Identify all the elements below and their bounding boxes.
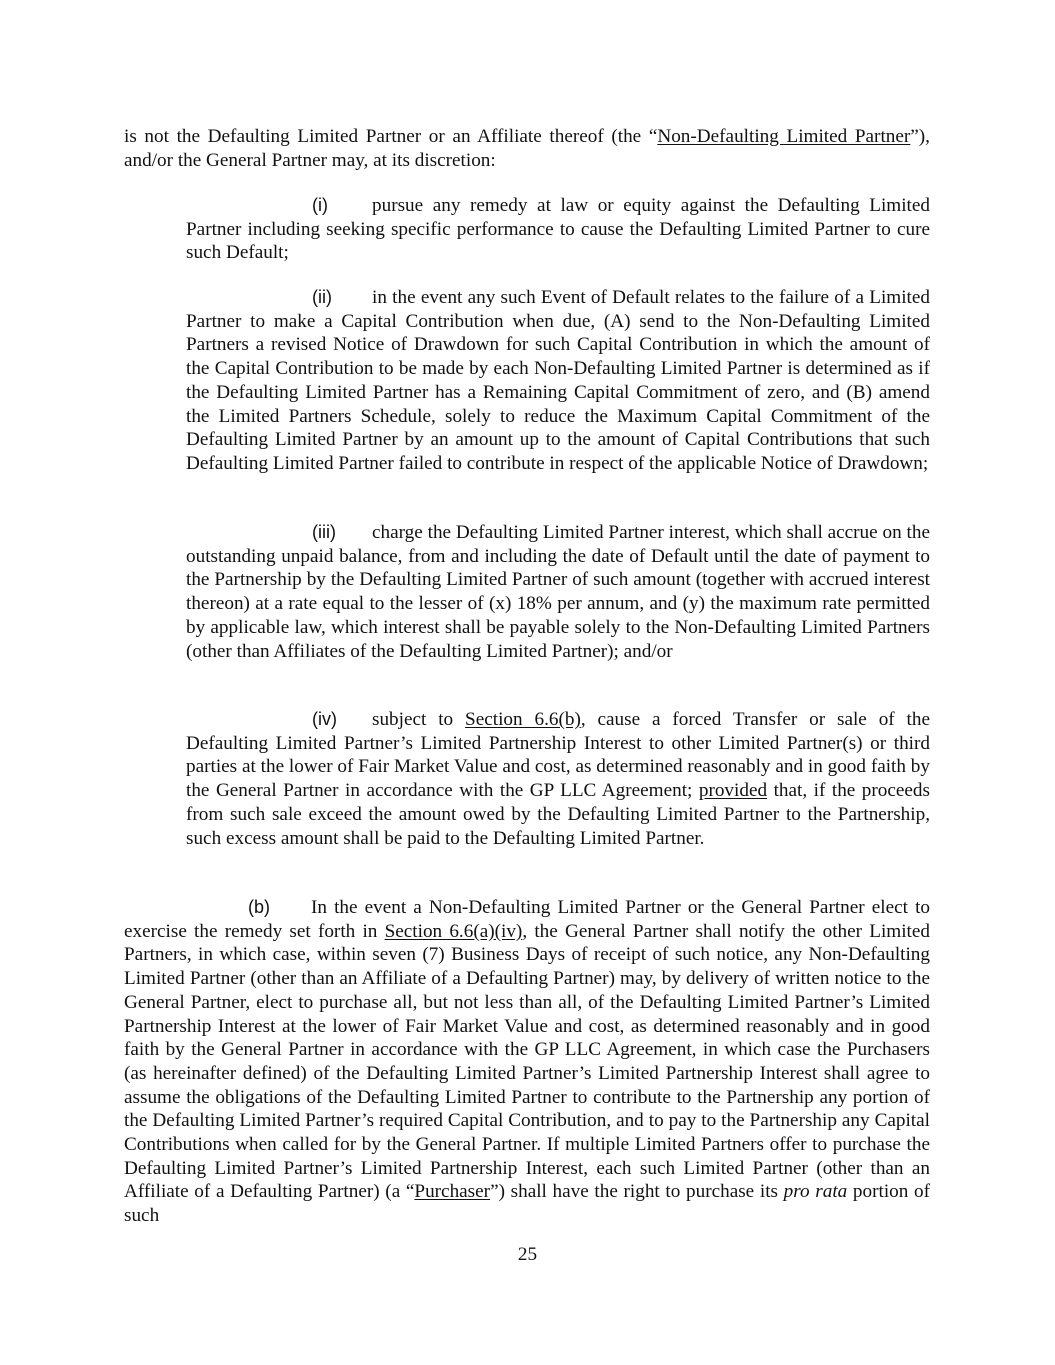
defined-term-provided: provided <box>698 780 768 802</box>
clause-iii <box>186 521 930 663</box>
clause-label: (ii) <box>312 287 332 307</box>
page-number: 25 <box>517 1244 538 1265</box>
clause-label: (i) <box>312 195 328 215</box>
intro-text-end: ”), and/or the General Partner may, at its discretion: <box>124 126 930 171</box>
section-reference: Section 6.6(b) <box>465 709 581 730</box>
defined-term-purchaser: Purchaser <box>414 1181 491 1203</box>
clause-text: portion of such <box>124 1181 930 1227</box>
clause-text: charge the Defaulting Limited Partner interest, which shall accrue on the outstanding unpaid balance, from and including the date of Default until the date of payment to the Partnership by the Defaulting Limited Partner of such amount (together with accrued interest thereon) at a rate equal to the lesser of (x) 18% per annum, and (y) the maximum rate permitted by applicable law, which interest shall be payable solely to the Non-Defaulting Limited Partners (other than Affiliates of the Defaulting Limited Partner); and/or <box>186 522 930 662</box>
section-reference: Section 6.6(a)(iv) <box>384 920 523 942</box>
clause-text: ”) shall have the right to purchase its <box>490 1181 784 1203</box>
intro-text: is not the Defaulting Limited Partner or an Affiliate thereof (the “ <box>124 126 658 147</box>
clause-label: (b) <box>248 897 270 917</box>
clause-ii <box>186 286 930 476</box>
clause-text: , the General Partner shall notify the other Limited Partners, in which case, within seven (7) Business Days of receipt of such notice, any Non-Defaulting Limited Partner (other than an Affiliate of a Defaulting Partner) may, by delivery of written notice to the General Partner, elect to purchase all, but not less than all, of the Defaulting Limited Partner’s Limited Partnership Interest at the lower of Fair Market Value and cost, as determined reasonably and in good faith by the General Partner in accordance with the GP LLC Agreement, in which case the Purchasers (as hereinafter defined) of the Defaulting Limited Partner’s Limited Partnership Interest shall agree to assume the obligations of the Defaulting Limited Partner to contribute to the Partnership any portion of the Defaulting Limited Partner’s required Capital Contribution, and to pay to the Partnership any Capital Contributions when called for by the General Partner. If multiple Limited Partners offer to purchase the Defaulting Limited Partner’s Limited Partnership Interest, each such Limited Partner (other than an Affiliate of a Defaulting Partner) (a “ <box>124 920 930 1203</box>
clause-text: in the event any such Event of Default relates to the failure of a Limited Partner to make a Capital Contribution when due, (A) send to the Non-Defaulting Limited Partners a revised Notice of Drawdown for such Capital Contribution in which the amount of the Capital Contribution to be made by each Non-Defaulting Limited Partner is determined as if the Defaulting Limited Partner has a Remaining Capital Commitment of zero, and (B) amend the Limited Partners Schedule, solely to reduce the Maximum Capital Commitment of the Defaulting Limited Partner by an amount up to the amount of Capital Contributions that such Defaulting Limited Partner failed to contribute in respect of the applicable Notice of Drawdown; <box>186 287 930 474</box>
clause-iv <box>186 708 930 850</box>
clause-i <box>186 194 930 265</box>
clause-text: subject to <box>372 709 466 730</box>
clause-b <box>124 896 930 1228</box>
clause-text: pursue any remedy at law or equity against the Defaulting Limited Partner including seeking specific performance to cause the Defaulting Limited Partner to cure such Default; <box>186 195 930 264</box>
clause-text: that, if the proceeds from such sale exceed the amount owed by the Defaulting Limited Partner to the Partnership, such excess amount shall be paid to the Defaulting Limited Partner. <box>186 780 930 849</box>
defined-term-non-defaulting-limited-partner: Non-Defaulting Limited Partner <box>657 126 911 147</box>
intro-paragraph <box>124 125 930 172</box>
clause-label: (iv) <box>312 709 337 729</box>
italic-term: pro rata <box>783 1181 848 1203</box>
clause-text: In the event a Non-Defaulting Limited Partner or the General Partner elect to exercise the remedy set forth in <box>124 897 930 942</box>
clause-text: , cause a forced Transfer or sale of the Defaulting Limited Partner’s Limited Partnership Interest to other Limited Partner(s) or third parties at the lower of Fair Market Value and cost, as determined reasonably and in good faith by the General Partner in accordance with the GP LLC Agreement; <box>186 709 930 802</box>
clause-label: (iii) <box>312 522 336 542</box>
